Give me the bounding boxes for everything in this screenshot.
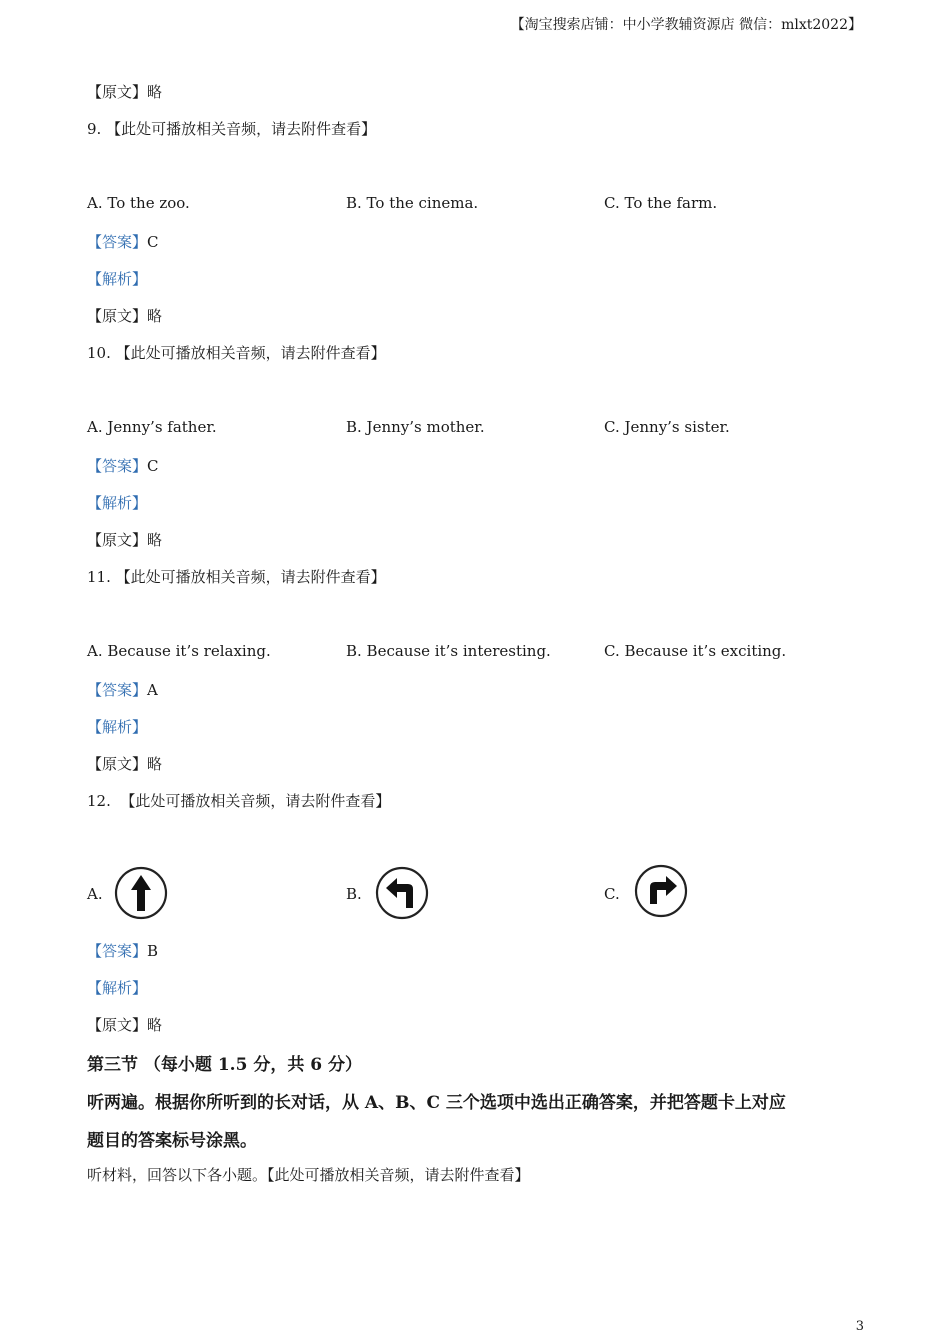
original-text-label: 【原文】略 [87, 83, 163, 101]
question-12-heading [87, 790, 390, 811]
page-number: 3 [855, 1319, 864, 1334]
question-12-original: 【原文】略 [87, 1016, 163, 1034]
question-number: 10. [87, 344, 111, 362]
audio-note: 【此处可播放相关音频，请去附件查看】 [115, 568, 386, 586]
section-3-instruction-line-1: 听两遍。根据你所听到的长对话，从 A、B、C 三个选项中选出正确答案，并把答题卡上对应 [87, 1093, 786, 1113]
answer-label: 【答案】 [87, 233, 148, 251]
turn-left-arrow-icon [375, 866, 429, 920]
question-9-option-a: A. To the zoo. [87, 194, 190, 212]
question-11-option-c: C. Because it’s exciting. [604, 642, 787, 660]
answer-value: B [147, 942, 159, 960]
question-12-option-c: C. [604, 885, 620, 903]
question-12-option-b: B. [346, 885, 362, 903]
question-12-option-a: A. [87, 885, 103, 903]
question-9-answer [87, 231, 159, 252]
question-11-heading [87, 566, 386, 587]
question-9-original: 【原文】略 [87, 307, 163, 325]
question-11-answer [87, 679, 158, 700]
page-header: 【淘宝搜索店铺：中小学教辅资源店 微信：mlxt2022】 [510, 17, 862, 33]
answer-value: A [147, 681, 158, 699]
question-9-heading [87, 118, 376, 139]
section-3-instruction-line-2: 题目的答案标号涂黑。 [87, 1131, 257, 1151]
question-number: 11. [87, 568, 111, 586]
audio-note: 【此处可播放相关音频，请去附件查看】 [106, 120, 377, 138]
question-9-option-b: B. To the cinema. [346, 194, 479, 212]
question-10-original: 【原文】略 [87, 531, 163, 549]
question-10-analysis: 【解析】 [87, 494, 148, 512]
question-10-answer [87, 455, 159, 476]
question-10-option-a: A. Jenny’s father. [87, 418, 217, 436]
question-11-option-a: A. Because it’s relaxing. [87, 642, 271, 660]
section-3-material: 听材料，回答以下各小题。【此处可播放相关音频，请去附件查看】 [87, 1166, 530, 1184]
question-number: 9. [87, 120, 102, 138]
answer-label: 【答案】 [87, 942, 148, 960]
answer-value: C [147, 457, 159, 475]
question-10-option-b: B. Jenny’s mother. [346, 418, 485, 436]
straight-arrow-icon [114, 866, 168, 920]
answer-label: 【答案】 [87, 681, 148, 699]
question-10-heading [87, 342, 386, 363]
question-9-analysis: 【解析】 [87, 270, 148, 288]
question-11-analysis: 【解析】 [87, 718, 148, 736]
section-3-title: 第三节 （每小题 1.5 分，共 6 分） [87, 1055, 362, 1075]
question-10-option-c: C. Jenny’s sister. [604, 418, 730, 436]
answer-value: C [147, 233, 159, 251]
question-11-option-b: B. Because it’s interesting. [346, 642, 551, 660]
question-9-option-c: C. To the farm. [604, 194, 718, 212]
question-12-analysis: 【解析】 [87, 979, 148, 997]
answer-label: 【答案】 [87, 457, 148, 475]
question-number: 12. [87, 792, 111, 810]
turn-right-arrow-icon [634, 864, 688, 918]
question-12-answer [87, 940, 158, 961]
question-11-original: 【原文】略 [87, 755, 163, 773]
audio-note: 【此处可播放相关音频，请去附件查看】 [120, 792, 391, 810]
audio-note: 【此处可播放相关音频，请去附件查看】 [115, 344, 386, 362]
